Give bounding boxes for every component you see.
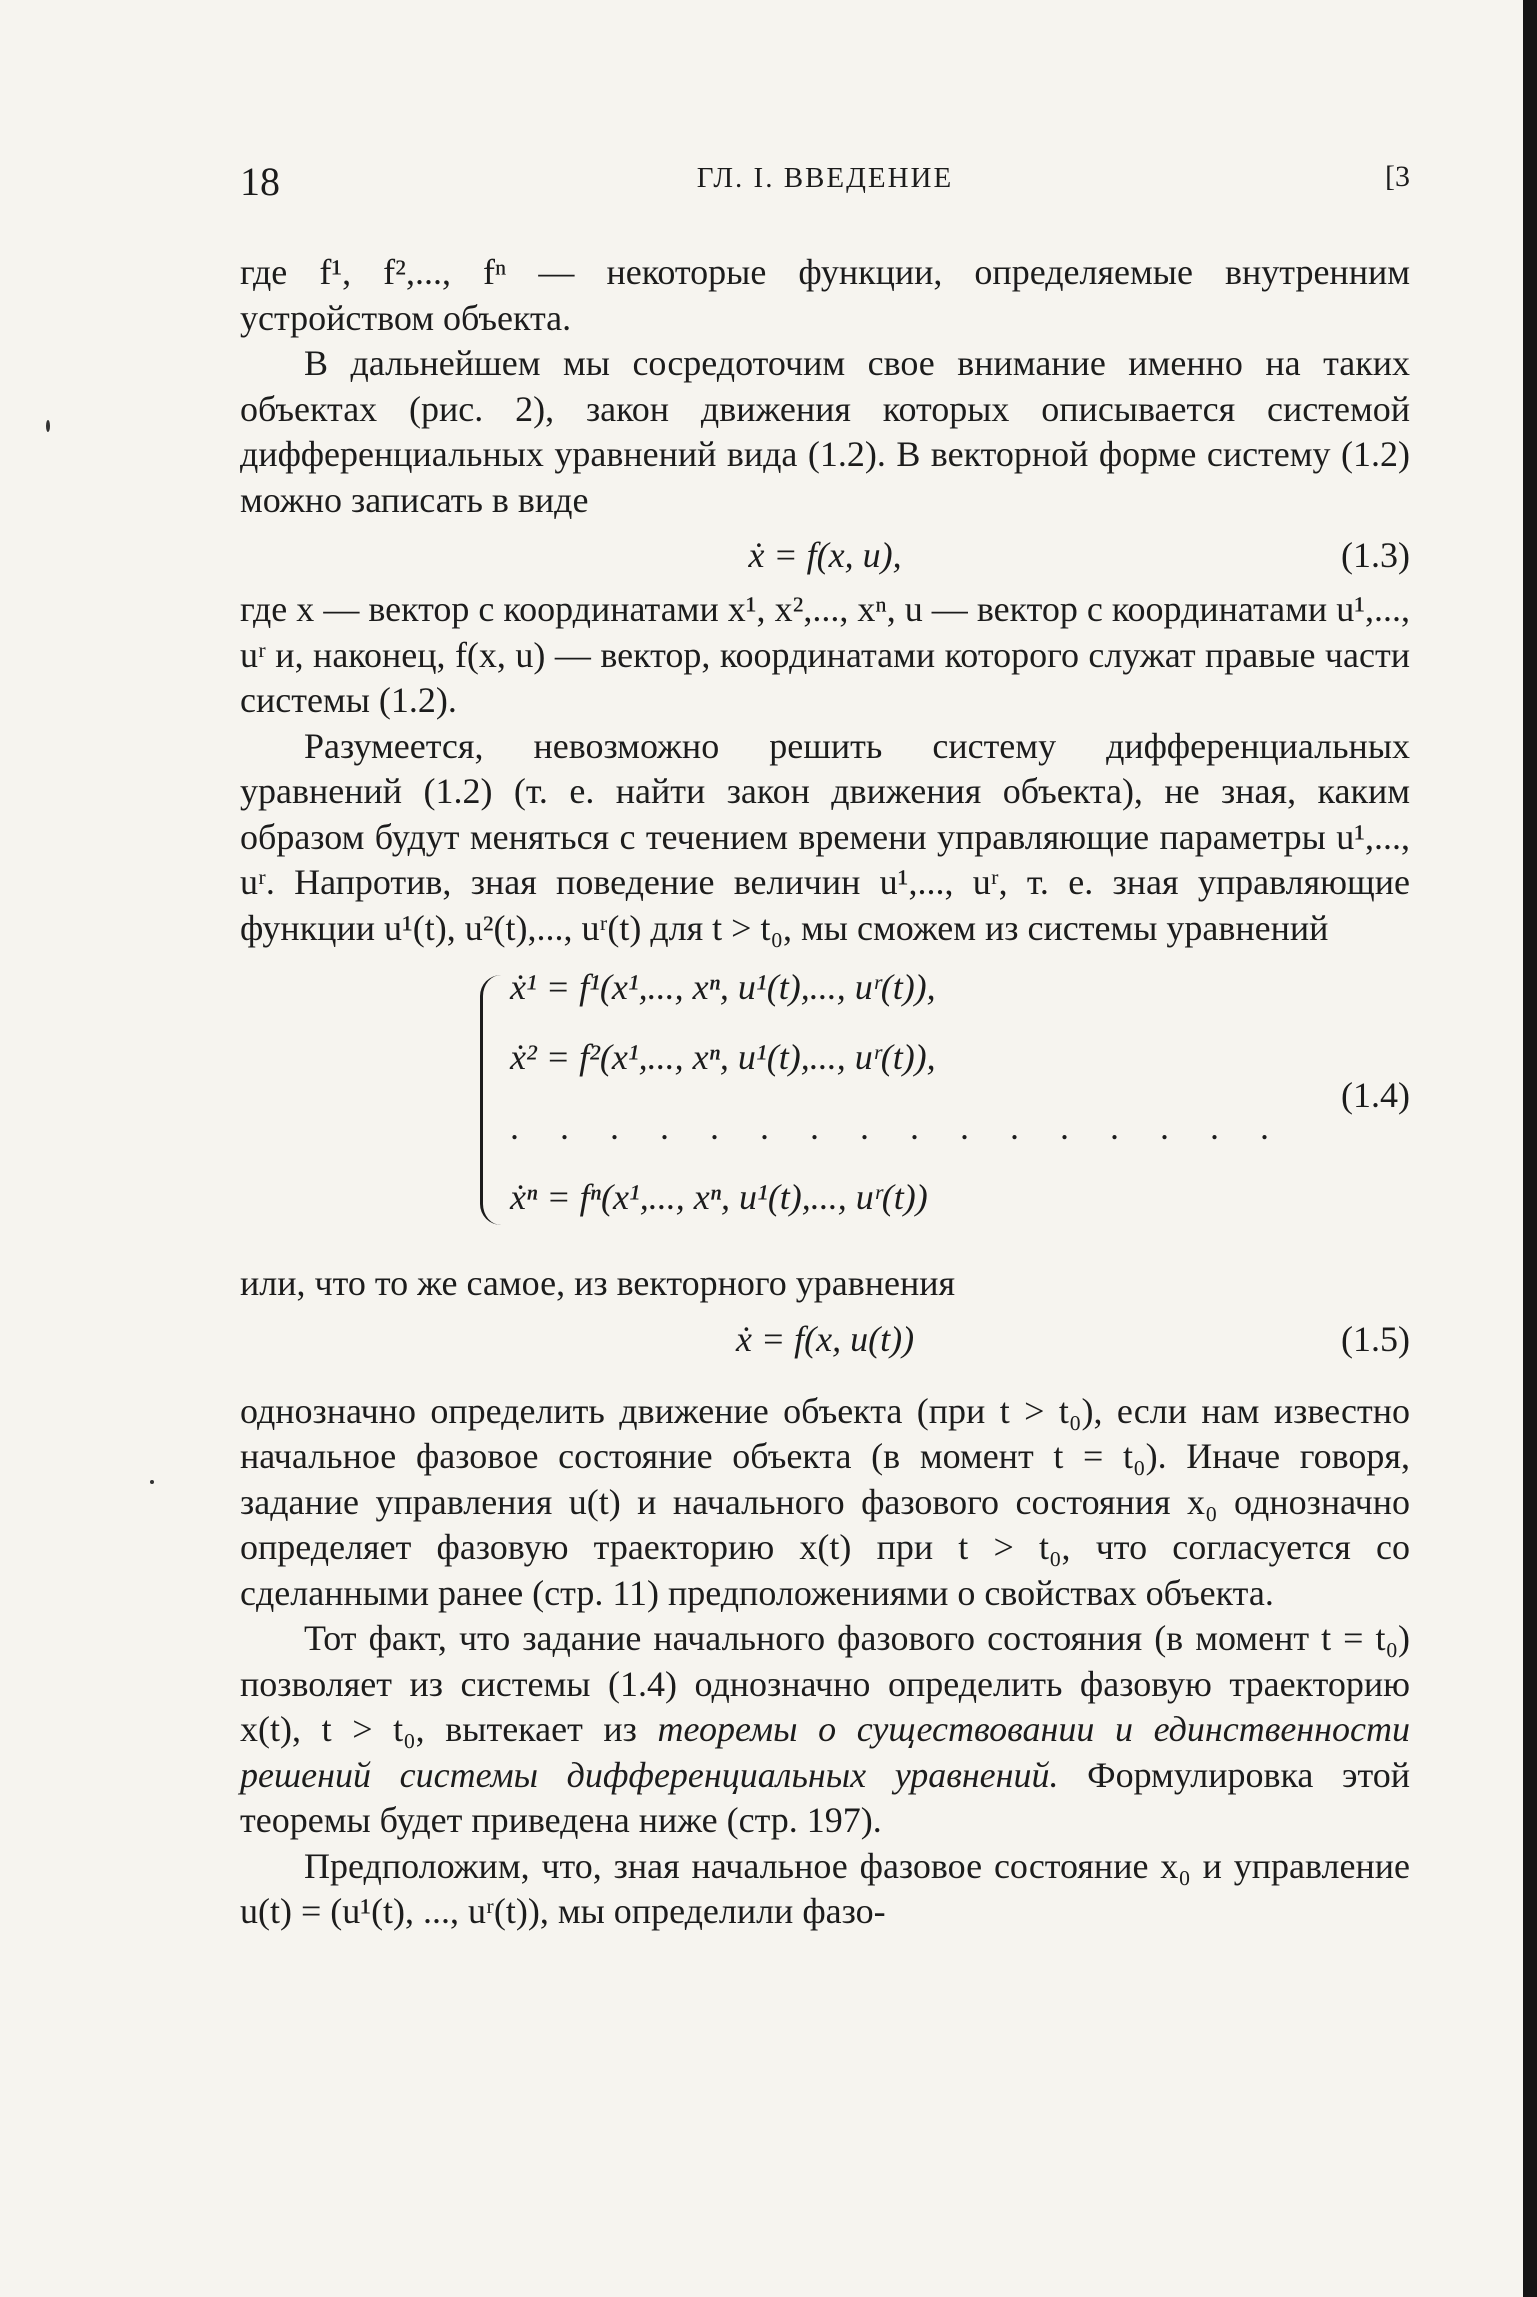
page-body (240, 250, 1410, 1935)
running-title: ГЛ. I. ВВЕДЕНИЕ (696, 162, 954, 194)
system-row-n: ẋⁿ = fⁿ(x¹,..., xⁿ, u¹(t),..., uʳ(t)) (510, 1177, 928, 1217)
theorem-name-italic: теоремы о существовании и единственности решений системы дифференциальных уравнений. (240, 1709, 1411, 1795)
equation-1-4-system (240, 965, 1410, 1245)
page-edge-shadow (1523, 0, 1537, 2297)
paragraph-7-end: Формулировка этой теоремы будет приведена ниже (стр. 197). (240, 1754, 1410, 1840)
paragraph-7 (240, 1616, 1410, 1844)
equation-1-3-formula: ẋ = f(x, u), (748, 535, 902, 575)
paragraph-2: В дальнейшем мы сосредоточим свое внимание именно на таких объектах (рис. 2), закон движения которых описывается системой дифференциальных уравнений вида (1.2). В векторной форме систему (1.2) можно записать в виде (240, 343, 1410, 520)
equation-1-5-number: (1.5) (1341, 1318, 1410, 1359)
scan-speck (46, 420, 50, 432)
paragraph-8: Предположим, что, зная начальное фазовое состояние x₀ и управление u(t) = (u¹(t), ..., uʳ(t)), мы определили фазо- (240, 1845, 1410, 1931)
equation-1-3 (240, 523, 1410, 587)
paragraph-7-start: Тот факт, что задание начального фазового состояния (в момент t = t₀) позволяет из системы (1.4) однозначно определить фазовую траекторию x(t), t > t₀, вытекает из (240, 1618, 1410, 1749)
paragraph-1: где f¹, f²,..., fⁿ — некоторые функции, определяемые внутренним устройством объекта. (240, 252, 1410, 338)
section-mark: [3 (1385, 160, 1410, 193)
system-row-2: ẋ² = f²(x¹,..., xⁿ, u¹(t),..., uʳ(t)), (510, 1037, 936, 1077)
paragraph-4: Разумеется, невозможно решить систему дифференциальных уравнений (1.2) (т. е. найти закон движения объекта), не зная, каким образом будут меняться с течением времени управляющие параметры u¹,..., uʳ. Напротив, зная поведение величин u¹,..., uʳ, т. е. зная управляющие функции u¹(t), u²(t),..., uʳ(t) для t > t₀, мы сможем из системы уравнений (240, 725, 1410, 948)
equation-1-5 (240, 1307, 1410, 1371)
scan-speck (150, 1480, 154, 1484)
equation-1-5-formula: ẋ = f(x, u(t)) (735, 1318, 915, 1359)
paragraph-6: однозначно определить движение объекта (при t > t₀), если нам известно начальное фазовое состояние объекта (в момент t = t₀). Иначе говоря, задание управления u(t) и начального фазового состояния x₀ однозначно определяет фазовую траекторию x(t) при t > t₀, что согласуется со сделанными ранее (стр. 11) предположениями о свойствах объекта. (240, 1390, 1410, 1613)
equation-1-4-number: (1.4) (1341, 1075, 1410, 1115)
equation-1-3-number: (1.3) (1341, 535, 1410, 575)
paragraph-5: или, что то же самое, из векторного уравнения (240, 1263, 956, 1303)
paragraph-3: где x — вектор с координатами x¹, x²,..., xⁿ, u — вектор с координатами u¹,..., uʳ и, наконец, f(x, u) — вектор, координатами которого служат правые части системы (1.2). (240, 589, 1410, 720)
system-row-1: ẋ¹ = f¹(x¹,..., xⁿ, u¹(t),..., uʳ(t)), (510, 967, 936, 1007)
system-brace (480, 975, 501, 1225)
page-number: 18 (240, 159, 280, 204)
system-row-dots: . . . . . . . . . . . . . . . . (510, 1107, 1285, 1147)
page-header (240, 158, 1410, 208)
